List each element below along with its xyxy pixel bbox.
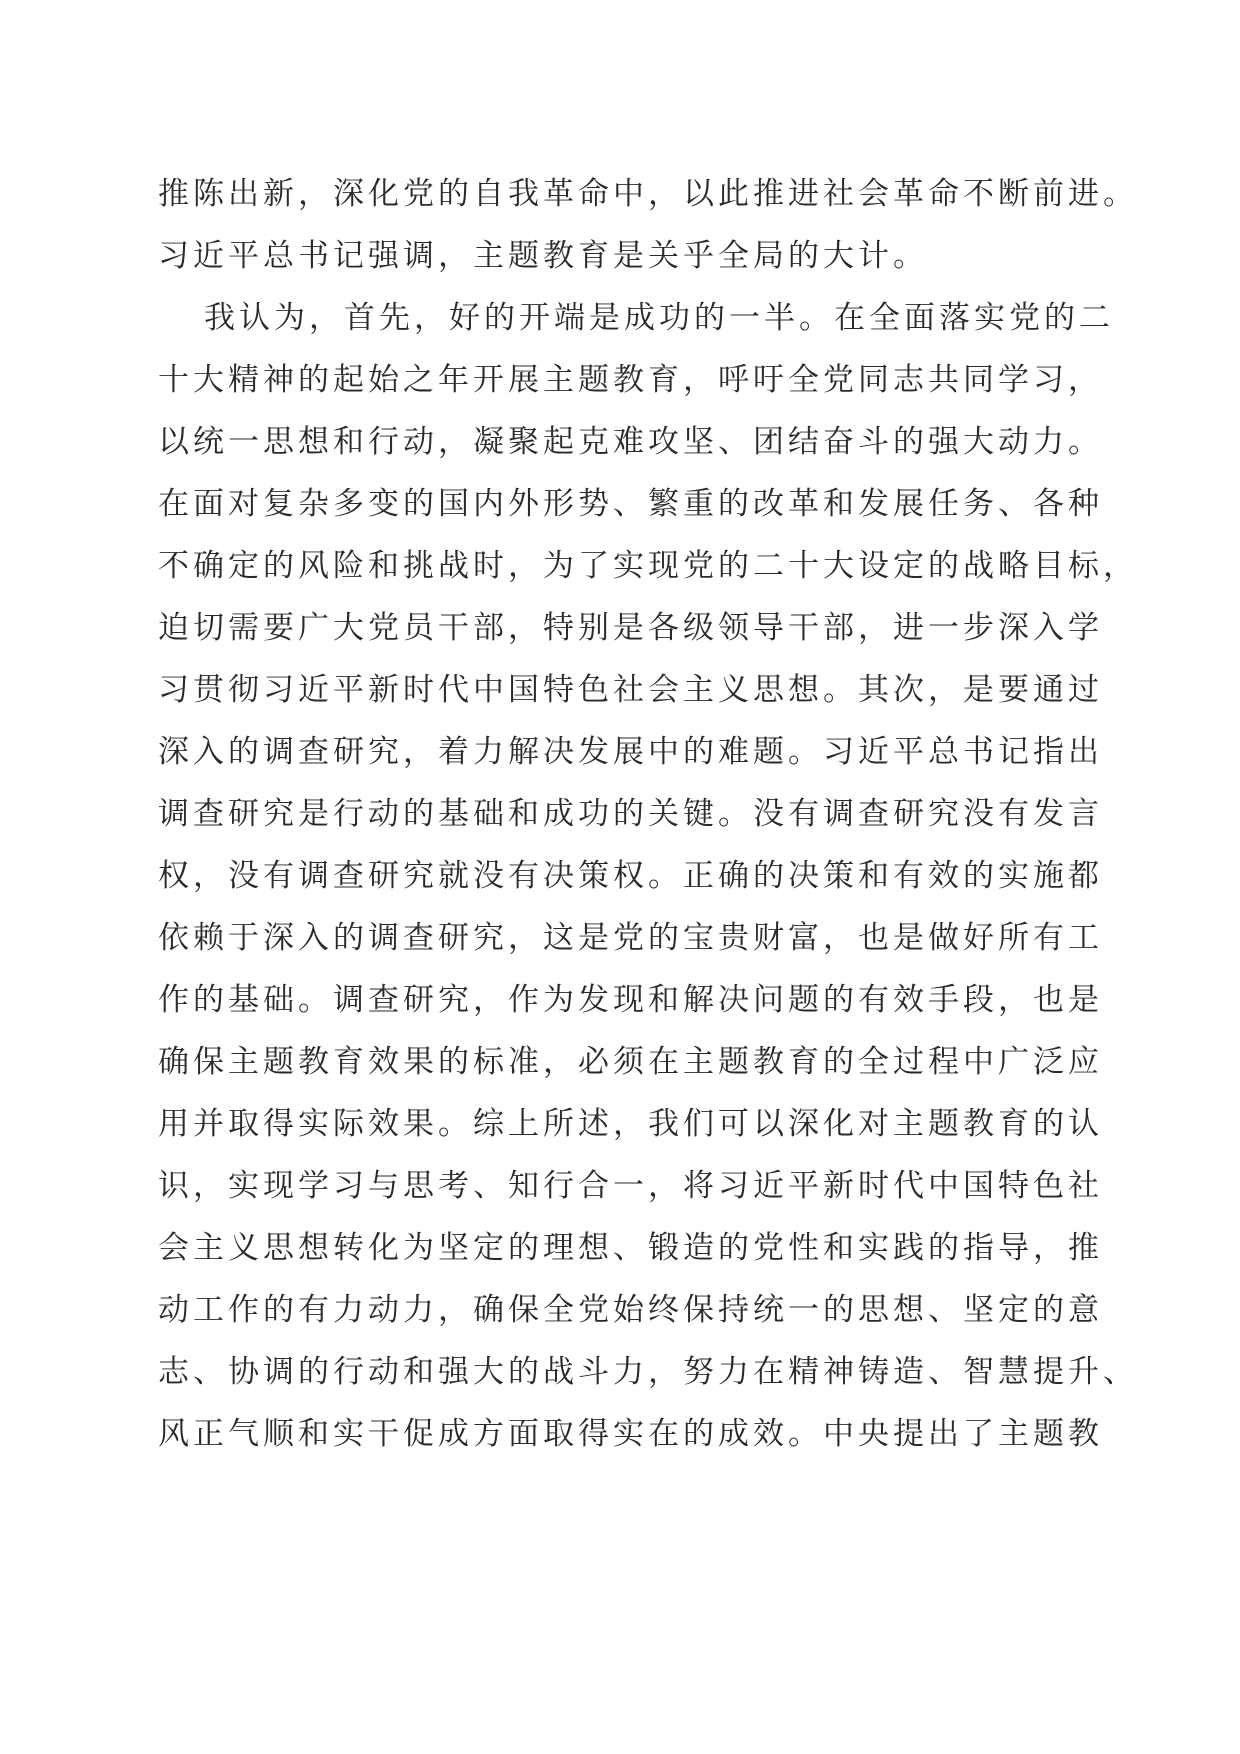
text-line: 会主义思想转化为坚定的理想、锻造的党性和实践的指导，推	[158, 1230, 1103, 1266]
text-line: 用并取得实际效果。综上所述，我们可以深化对主题教育的认	[158, 1106, 1103, 1142]
text-line: 作的基础。调查研究，作为发现和解决问题的有效手段，也是	[158, 982, 1103, 1018]
text-line: 在面对复杂多变的国内外形势、繁重的改革和发展任务、各种	[158, 486, 1103, 522]
text-line: 动工作的有力动力，确保全党始终保持统一的思想、坚定的意	[158, 1292, 1103, 1328]
text-line: 以统一思想和行动，凝聚起克难攻坚、团结奋斗的强大动力。	[158, 424, 1103, 460]
text-line: 志、协调的行动和强大的战斗力，努力在精神铸造、智慧提升、	[158, 1354, 1138, 1390]
body-text	[158, 163, 1138, 1465]
text-line: 习贯彻习近平新时代中国特色社会主义思想。其次，是要通过	[158, 672, 1103, 708]
text-line: 习近平总书记强调，主题教育是关乎全局的大计。	[158, 238, 928, 274]
text-line: 依赖于深入的调查研究，这是党的宝贵财富，也是做好所有工	[158, 920, 1103, 956]
text-line: 识，实现学习与思考、知行合一，将习近平新时代中国特色社	[158, 1168, 1103, 1204]
text-line: 迫切需要广大党员干部，特别是各级领导干部，进一步深入学	[158, 610, 1103, 646]
text-line: 确保主题教育效果的标准，必须在主题教育的全过程中广泛应	[158, 1044, 1103, 1080]
paragraph-start-line: 我认为，首先，好的开端是成功的一半。在全面落实党的二	[204, 300, 1114, 336]
text-line: 十大精神的起始之年开展主题教育，呼吁全党同志共同学习，	[158, 362, 1103, 398]
text-line: 风正气顺和实干促成方面取得实在的成效。中央提出了主题教	[158, 1416, 1103, 1452]
text-line: 不确定的风险和挑战时，为了实现党的二十大设定的战略目标，	[158, 548, 1138, 584]
text-line: 推陈出新，深化党的自我革命中，以此推进社会革命不断前进。	[158, 176, 1138, 212]
text-line: 调查研究是行动的基础和成功的关键。没有调查研究没有发言	[158, 796, 1103, 832]
text-line: 深入的调查研究，着力解决发展中的难题。习近平总书记指出	[158, 734, 1103, 770]
text-line: 权，没有调查研究就没有决策权。正确的决策和有效的实施都	[158, 858, 1103, 894]
